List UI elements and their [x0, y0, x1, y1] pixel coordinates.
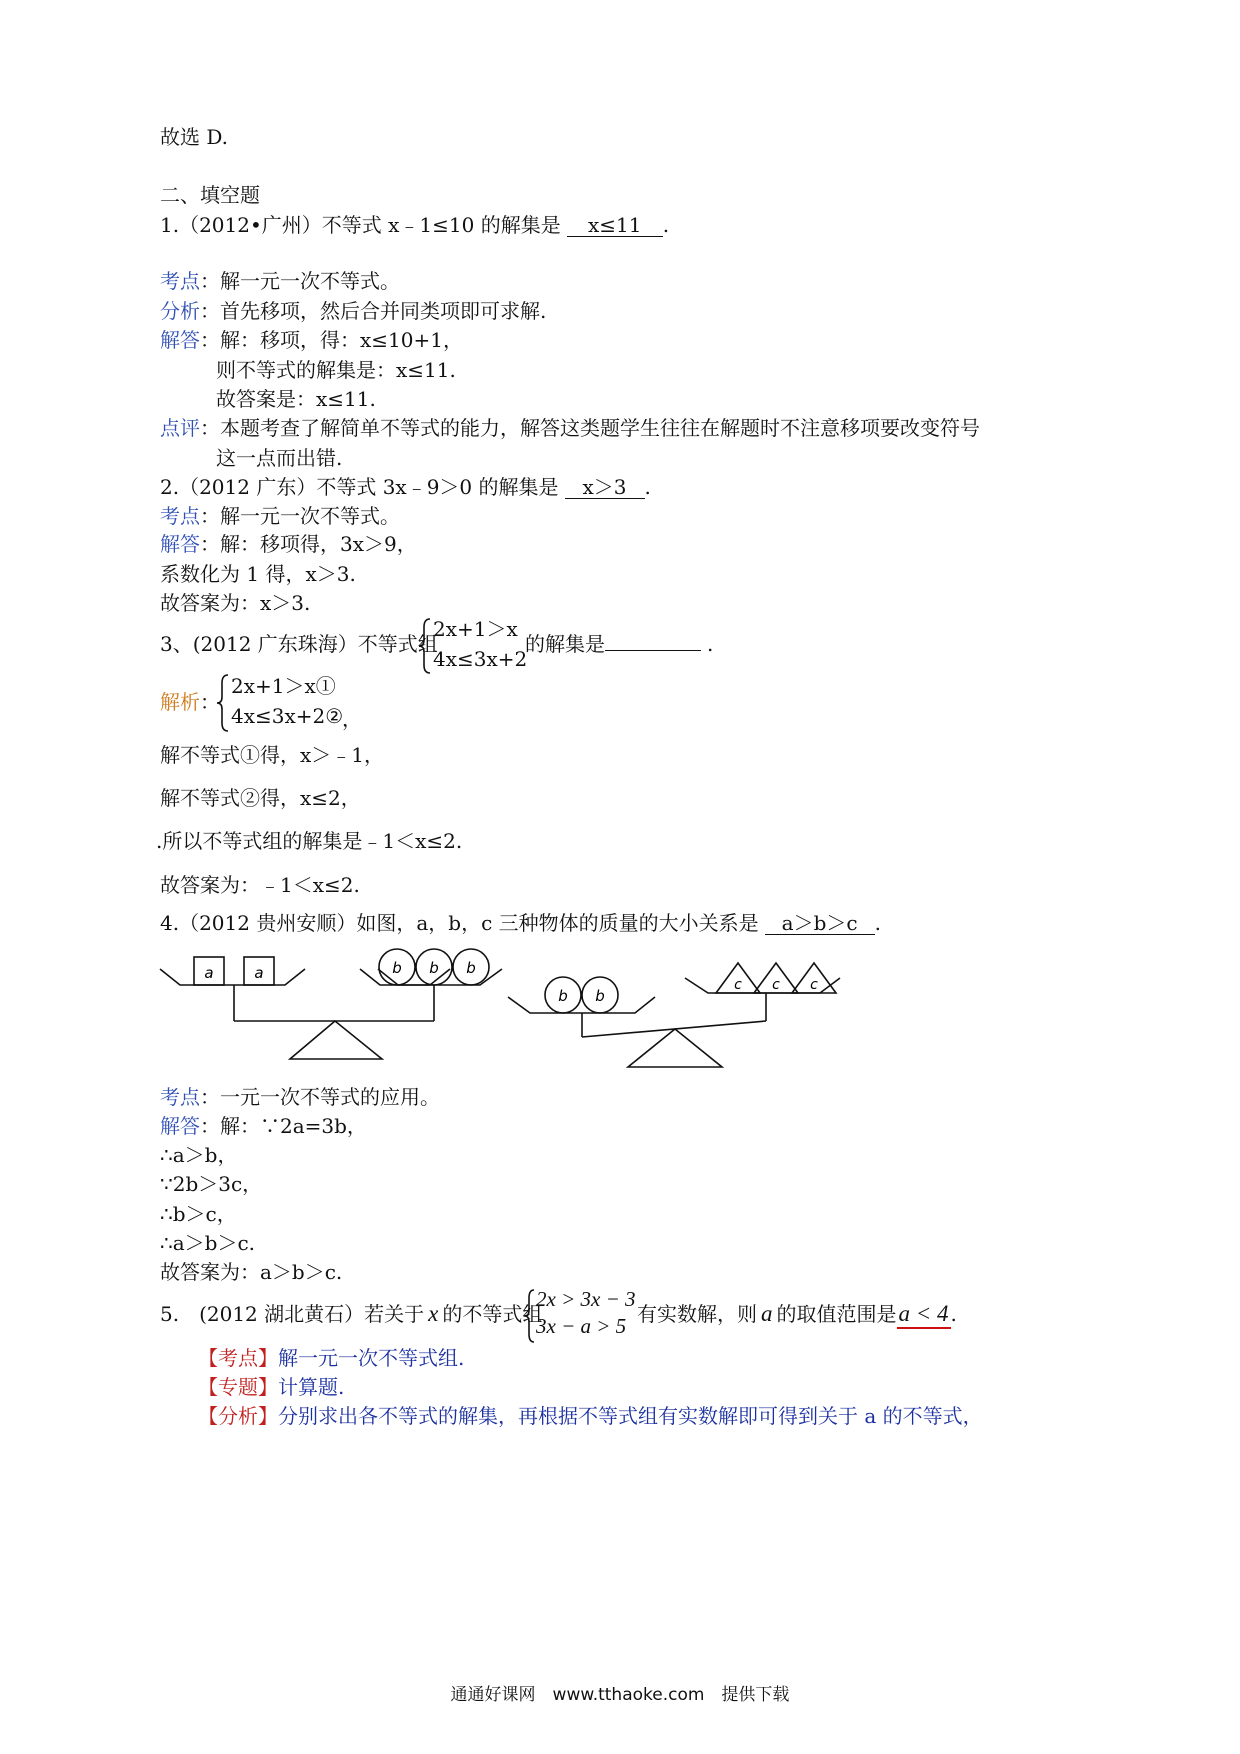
- q5-kaodian: [198, 1345, 464, 1371]
- q1-jieda-line-2: 则不等式的解集是：x≤11.: [216, 358, 456, 382]
- q1-jieda-line-3: 故答案是：x≤11.: [216, 387, 376, 411]
- q1-jieda-label: 解答: [160, 328, 200, 352]
- q4-line-5: 故答案为：a＞b＞c.: [160, 1260, 343, 1284]
- q1-dianping-line-1: ：本题考查了解简单不等式的能力，解答这类题学生往往在解题时不注意移项要改变符号: [200, 416, 980, 440]
- q3-sys-line-1: 2x+1＞x: [433, 617, 518, 641]
- right-fulcrum: [628, 1029, 722, 1067]
- q1-fenxi: [160, 298, 546, 324]
- q3-jiexi-sep: ：: [200, 690, 220, 714]
- q3-tail: [525, 631, 713, 657]
- label-b-1: b: [392, 959, 402, 977]
- q3-jsys-line-2: 4x≤3x+2②: [231, 704, 344, 728]
- q3-line-1: 解不等式①得，x＞﹣1，: [160, 743, 385, 767]
- q4-kaodian: [160, 1084, 440, 1110]
- section-heading: 二、填空题: [160, 183, 260, 207]
- q2-question: [160, 474, 651, 500]
- q5-answer: a < 4: [897, 1301, 951, 1329]
- q4-line-1: ∴a＞b，: [160, 1143, 238, 1167]
- q2-kaodian: [160, 503, 400, 529]
- q5-zhuanti-text: 计算题.: [278, 1375, 345, 1399]
- q1-prefix: 1.（2012•广州）不等式 x﹣1≤10 的解集是: [160, 213, 561, 237]
- q4-prefix: 4.（2012 贵州安顺）如图，a，b，c 三种物体的质量的大小关系是: [160, 911, 759, 935]
- q2-line-2: 故答案为：x＞3.: [160, 591, 311, 615]
- q5-mid1: 的不等式组: [442, 1302, 543, 1326]
- q1-dianping-label: 点评: [160, 416, 200, 440]
- q5-zhuanti-label: 【专题】: [198, 1375, 278, 1399]
- q5-suffix: .: [950, 1302, 957, 1326]
- q2-prefix: 2.（2012 广东）不等式 3x﹣9＞0 的解集是: [160, 475, 559, 499]
- q3-prefix: 3、(2012 广东珠海）不等式组: [160, 632, 438, 656]
- q3-sys-line-2: 4x≤3x+2: [433, 647, 528, 671]
- q4-kaodian-label: 考点: [160, 1085, 200, 1109]
- q1-kaodian: [160, 268, 400, 294]
- label-c-3: c: [810, 977, 818, 993]
- q4-jieda-text: ：解：∵2a=3b，: [200, 1114, 367, 1138]
- q5-mid2: 有实数解，则: [637, 1302, 757, 1326]
- q1-jieda-line-1: ：解：移项，得：x≤10+1，: [200, 328, 463, 352]
- q5-fenxi-label: 【分析】: [198, 1404, 278, 1428]
- q3-line-2: 解不等式②得，x≤2，: [160, 786, 361, 810]
- q3-brace: [418, 617, 432, 675]
- q3-jsys-end: ，: [342, 707, 362, 731]
- q5-mid3: 的取值范围是: [776, 1302, 897, 1326]
- top-line: 故选 D.: [160, 125, 229, 149]
- q5-brace: [524, 1288, 536, 1344]
- q5-sys-line-1: 2x > 3x − 3: [536, 1287, 636, 1311]
- q1-jieda: [160, 327, 463, 353]
- label-c-2: c: [772, 977, 780, 993]
- q5-kaodian-label: 【考点】: [198, 1346, 278, 1370]
- q3-jiexi-brace: [216, 673, 230, 733]
- q5-question-right: [637, 1301, 957, 1329]
- q4-question: [160, 910, 881, 936]
- q1-dianping-line-2: 这一点而出错.: [216, 446, 343, 470]
- q1-fenxi-label: 分析: [160, 299, 200, 323]
- q3-line-3: .所以不等式组的解集是﹣1＜x≤2.: [156, 829, 463, 853]
- right-pan-left: [508, 997, 655, 1013]
- q3-line-4: 故答案为：﹣1＜x≤2.: [160, 873, 360, 897]
- q1-answer: x≤11: [567, 214, 663, 237]
- q3-mid: 的解集是: [525, 632, 605, 656]
- q5-fenxi: [198, 1403, 983, 1429]
- q2-jieda-label: 解答: [160, 532, 200, 556]
- q1-fenxi-text: ：首先移项，然后合并同类项即可求解.: [200, 299, 547, 323]
- label-b-2: b: [429, 959, 439, 977]
- q3-suffix: .: [707, 632, 714, 656]
- q1-suffix: .: [662, 213, 670, 237]
- label-b-5: b: [595, 987, 605, 1005]
- label-b-4: b: [558, 987, 568, 1005]
- q1-kaodian-label: 考点: [160, 269, 200, 293]
- q4-jieda-label: 解答: [160, 1114, 200, 1138]
- q2-jieda-text: ：解：移项得，3x＞9，: [200, 532, 417, 556]
- q5-kaodian-text: 解一元一次不等式组.: [278, 1346, 465, 1370]
- label-a-2: a: [254, 964, 264, 982]
- q3-jsys-line-1: 2x+1＞x①: [231, 674, 336, 698]
- q2-kaodian-text: ：解一元一次不等式。: [200, 504, 400, 528]
- q4-suffix: .: [874, 911, 881, 935]
- q5-fenxi-text: 分别求出各不等式的解集，再根据不等式组有实数解即可得到关于 a 的不等式，: [278, 1404, 983, 1428]
- q3-jiexi: [160, 689, 220, 715]
- q4-line-3: ∴b＞c，: [160, 1202, 237, 1226]
- q3-jiexi-label: 解析: [160, 690, 200, 714]
- page-footer: 通通好课网 www.tthaoke.com 提供下载: [450, 1685, 790, 1705]
- q5-question-left: [160, 1301, 542, 1327]
- q3-jiexi-system: [231, 671, 343, 731]
- q2-kaodian-label: 考点: [160, 504, 200, 528]
- q4-line-4: ∴a＞b＞c.: [160, 1231, 256, 1255]
- q1-kaodian-text: ：解一元一次不等式。: [200, 269, 400, 293]
- label-c-1: c: [734, 977, 742, 993]
- label-b-3: b: [466, 959, 476, 977]
- q5-zhuanti: [198, 1374, 344, 1400]
- q1-dianping: [160, 415, 980, 441]
- q4-jieda: [160, 1113, 367, 1139]
- balance-figure: [150, 945, 860, 1075]
- q5-sys-line-2: 3x − a > 5: [536, 1314, 627, 1338]
- q4-kaodian-text: ：一元一次不等式的应用。: [200, 1085, 440, 1109]
- left-fulcrum: [290, 1021, 382, 1059]
- q5-var-x: x: [428, 1301, 439, 1326]
- q5-prefix: 5. (2012 湖北黄石）若关于: [160, 1302, 425, 1326]
- q5-var-a: a: [761, 1301, 773, 1326]
- q3-answer-blank: [605, 650, 701, 651]
- q4-answer: a＞b＞c: [765, 912, 875, 935]
- q4-line-2: ∵2b＞3c，: [160, 1172, 263, 1196]
- q3-system: [433, 614, 527, 674]
- q1-question: [160, 212, 669, 238]
- label-a-1: a: [204, 964, 214, 982]
- q2-line-1: 系数化为 1 得，x＞3.: [160, 562, 356, 586]
- q2-suffix: .: [644, 475, 651, 499]
- q5-system: [536, 1286, 635, 1340]
- q2-jieda: [160, 531, 417, 557]
- left-pan-left: [160, 969, 305, 985]
- q2-answer: x＞3: [565, 476, 645, 499]
